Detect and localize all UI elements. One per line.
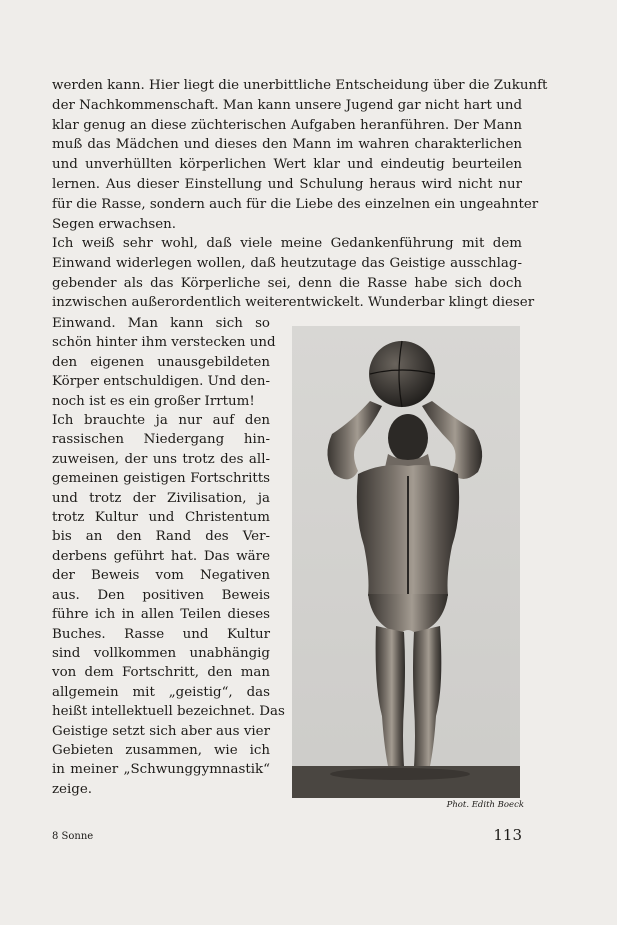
text-line: der Nachkommenschaft. Man kann unsere Jugend gar nicht hart und <box>52 97 523 113</box>
text-line: zeige. <box>52 781 93 797</box>
text-line: von dem Fortschritt, den man <box>52 665 270 681</box>
text-line: zuweisen, der uns trotz des all- <box>52 451 270 467</box>
text-line: allgemein mit „geistig“, das <box>52 684 270 700</box>
column-text <box>52 314 285 799</box>
text-line: Segen erwachsen. <box>52 216 177 232</box>
text-line: bis an den Rand des Ver- <box>52 529 270 545</box>
text-line: für die Rasse, sondern auch für die Liebe des einzelnen ein ungeahnter <box>52 196 539 212</box>
text-line: Buches. Rasse und Kultur <box>52 626 270 642</box>
photo-credit: Phot. Edith Boeck <box>446 800 524 810</box>
footer-signature: 8 Sonne <box>52 831 94 842</box>
athlete-illustration <box>292 326 520 798</box>
text-line: sind vollkommen unabhängig <box>52 645 270 661</box>
text-line: derbens geführt hat. Das wäre <box>52 548 270 564</box>
text-line: Einwand widerlegen wollen, daß heutzutage das Geistige ausschlag- <box>52 255 522 271</box>
text-line: Einwand. Man kann sich so <box>52 316 270 331</box>
text-line: gebender als das Körperliche sei, denn die Rasse habe sich doch <box>52 275 522 291</box>
text-line: Geistige setzt sich aber aus vier <box>52 723 270 739</box>
text-line: trotz Kultur und Christentum <box>52 510 270 526</box>
text-line: und unverhüllten körperlichen Wert klar und eindeutig beurteilen <box>52 157 522 173</box>
text-line: Körper entschuldigen. Und den- <box>52 374 270 390</box>
page-number: 113 <box>493 826 522 844</box>
text-line: werden kann. Hier liegt die unerbittliche Entscheidung über die Zukunft <box>52 78 548 93</box>
text-line: gemeinen geistigen Fortschritts <box>52 471 270 487</box>
text-line: der Beweis vom Negativen <box>52 568 270 584</box>
text-line: Ich brauchte ja nur auf den <box>52 413 270 429</box>
text-line: Gebieten zusammen, wie ich <box>52 742 270 758</box>
text-line: klar genug an diese züchterischen Aufgaben heranführen. Der Mann <box>52 117 522 133</box>
text-line: lernen. Aus dieser Einstellung und Schulung heraus wird nicht nur <box>52 176 522 192</box>
text-line: noch ist es ein großer Irrtum! <box>52 393 255 409</box>
text-line: Ich weiß sehr wohl, daß viele meine Gedankenführung mit dem <box>52 236 522 251</box>
text-line: heißt intellektuell bezeichnet. Das <box>52 704 285 720</box>
text-line: und trotz der Zivilisation, ja <box>52 490 270 506</box>
text-line: muß das Mädchen und dieses den Mann im wahren charakterlichen <box>52 137 522 153</box>
text-line: schön hinter ihm verstecken und <box>52 335 276 351</box>
ball-icon <box>369 341 435 407</box>
paragraph-2 <box>52 234 535 313</box>
text-line: den eigenen unausgebildeten <box>52 354 270 370</box>
text-line: inzwischen außerordentlich weiterentwickelt. Wunderbar klingt dieser <box>52 295 535 311</box>
athlete-photo <box>292 326 520 798</box>
text-line: führe ich in allen Teilen dieses <box>52 607 270 623</box>
paragraph-1 <box>52 76 548 234</box>
text-line: rassischen Niedergang hin- <box>52 432 270 448</box>
text-line: aus. Den positiven Beweis <box>52 587 270 603</box>
text-line: in meiner „Schwunggymnastik“ <box>52 762 270 778</box>
